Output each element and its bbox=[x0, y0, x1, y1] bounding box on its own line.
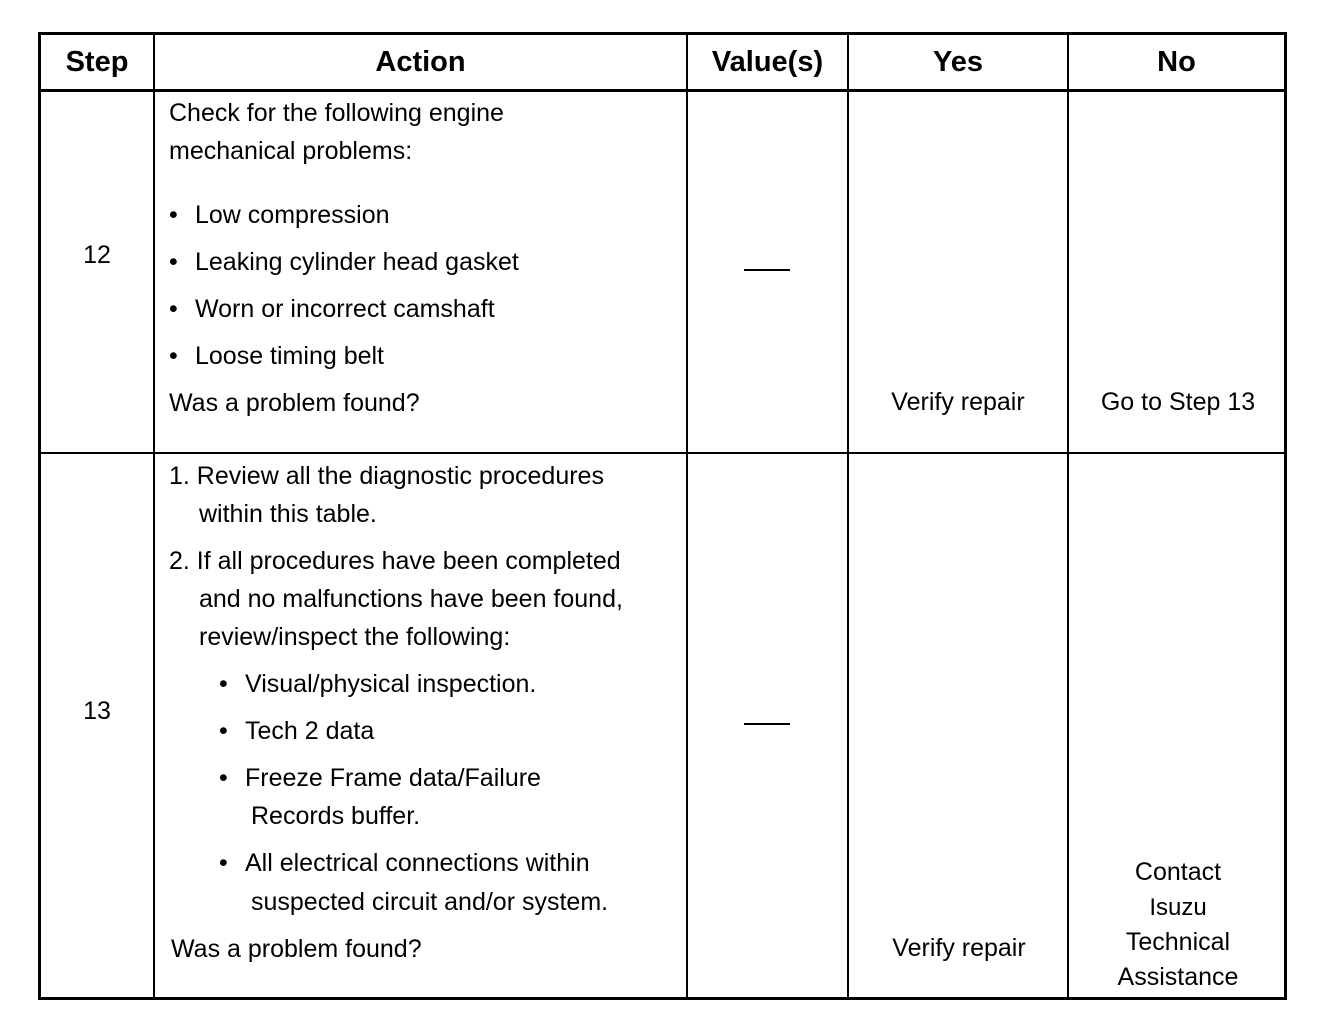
header-no: No bbox=[1157, 46, 1196, 78]
column-divider bbox=[153, 35, 155, 997]
action-text: within this table. bbox=[199, 500, 377, 528]
action-text: and no malfunctions have been found, bbox=[199, 585, 623, 613]
value-dash bbox=[744, 269, 790, 271]
action-text: 2. If all procedures have been completed bbox=[169, 547, 621, 575]
action-text: Check for the following engine bbox=[169, 99, 504, 127]
list-item: • Leaking cylinder head gasket bbox=[169, 248, 519, 276]
yes-action: Verify repair bbox=[891, 388, 1025, 416]
contact-line: Contact bbox=[1134, 858, 1222, 886]
action-text: 1. Review all the diagnostic procedures bbox=[169, 462, 604, 490]
action-text: mechanical problems: bbox=[169, 137, 413, 165]
contact-line: Technical bbox=[1125, 928, 1231, 956]
column-divider bbox=[686, 35, 688, 997]
column-divider bbox=[847, 35, 849, 997]
list-item-continuation: Records buffer. bbox=[251, 802, 421, 830]
diagnostic-table bbox=[38, 32, 1287, 1000]
header-values: Value(s) bbox=[711, 46, 824, 78]
list-item: • Low compression bbox=[169, 201, 390, 229]
list-item: • Freeze Frame data/Failure bbox=[219, 764, 541, 792]
header-step: Step bbox=[65, 46, 129, 78]
yes-action: Verify repair bbox=[892, 934, 1026, 962]
contact-line: Isuzu bbox=[1149, 894, 1207, 921]
value-dash bbox=[744, 723, 790, 725]
no-action bbox=[1069, 855, 1287, 995]
question-text: Was a problem found? bbox=[169, 389, 420, 417]
column-divider bbox=[1067, 35, 1069, 997]
list-item: • All electrical connections within bbox=[219, 849, 590, 877]
list-item: • Worn or incorrect camshaft bbox=[169, 295, 495, 323]
step-number: 13 bbox=[83, 697, 111, 725]
row-divider bbox=[41, 452, 1284, 454]
no-action: Go to Step 13 bbox=[1100, 388, 1256, 416]
list-item-continuation: suspected circuit and/or system. bbox=[251, 888, 609, 916]
list-item: • Visual/physical inspection. bbox=[219, 670, 537, 698]
header-action: Action bbox=[375, 46, 466, 78]
question-text: Was a problem found? bbox=[171, 935, 422, 963]
list-item: • Tech 2 data bbox=[219, 717, 375, 745]
action-text: review/inspect the following: bbox=[199, 623, 511, 651]
contact-line: Assistance bbox=[1117, 963, 1239, 991]
header-yes: Yes bbox=[933, 46, 983, 78]
step-number: 12 bbox=[83, 241, 111, 269]
list-item: • Loose timing belt bbox=[169, 342, 385, 370]
